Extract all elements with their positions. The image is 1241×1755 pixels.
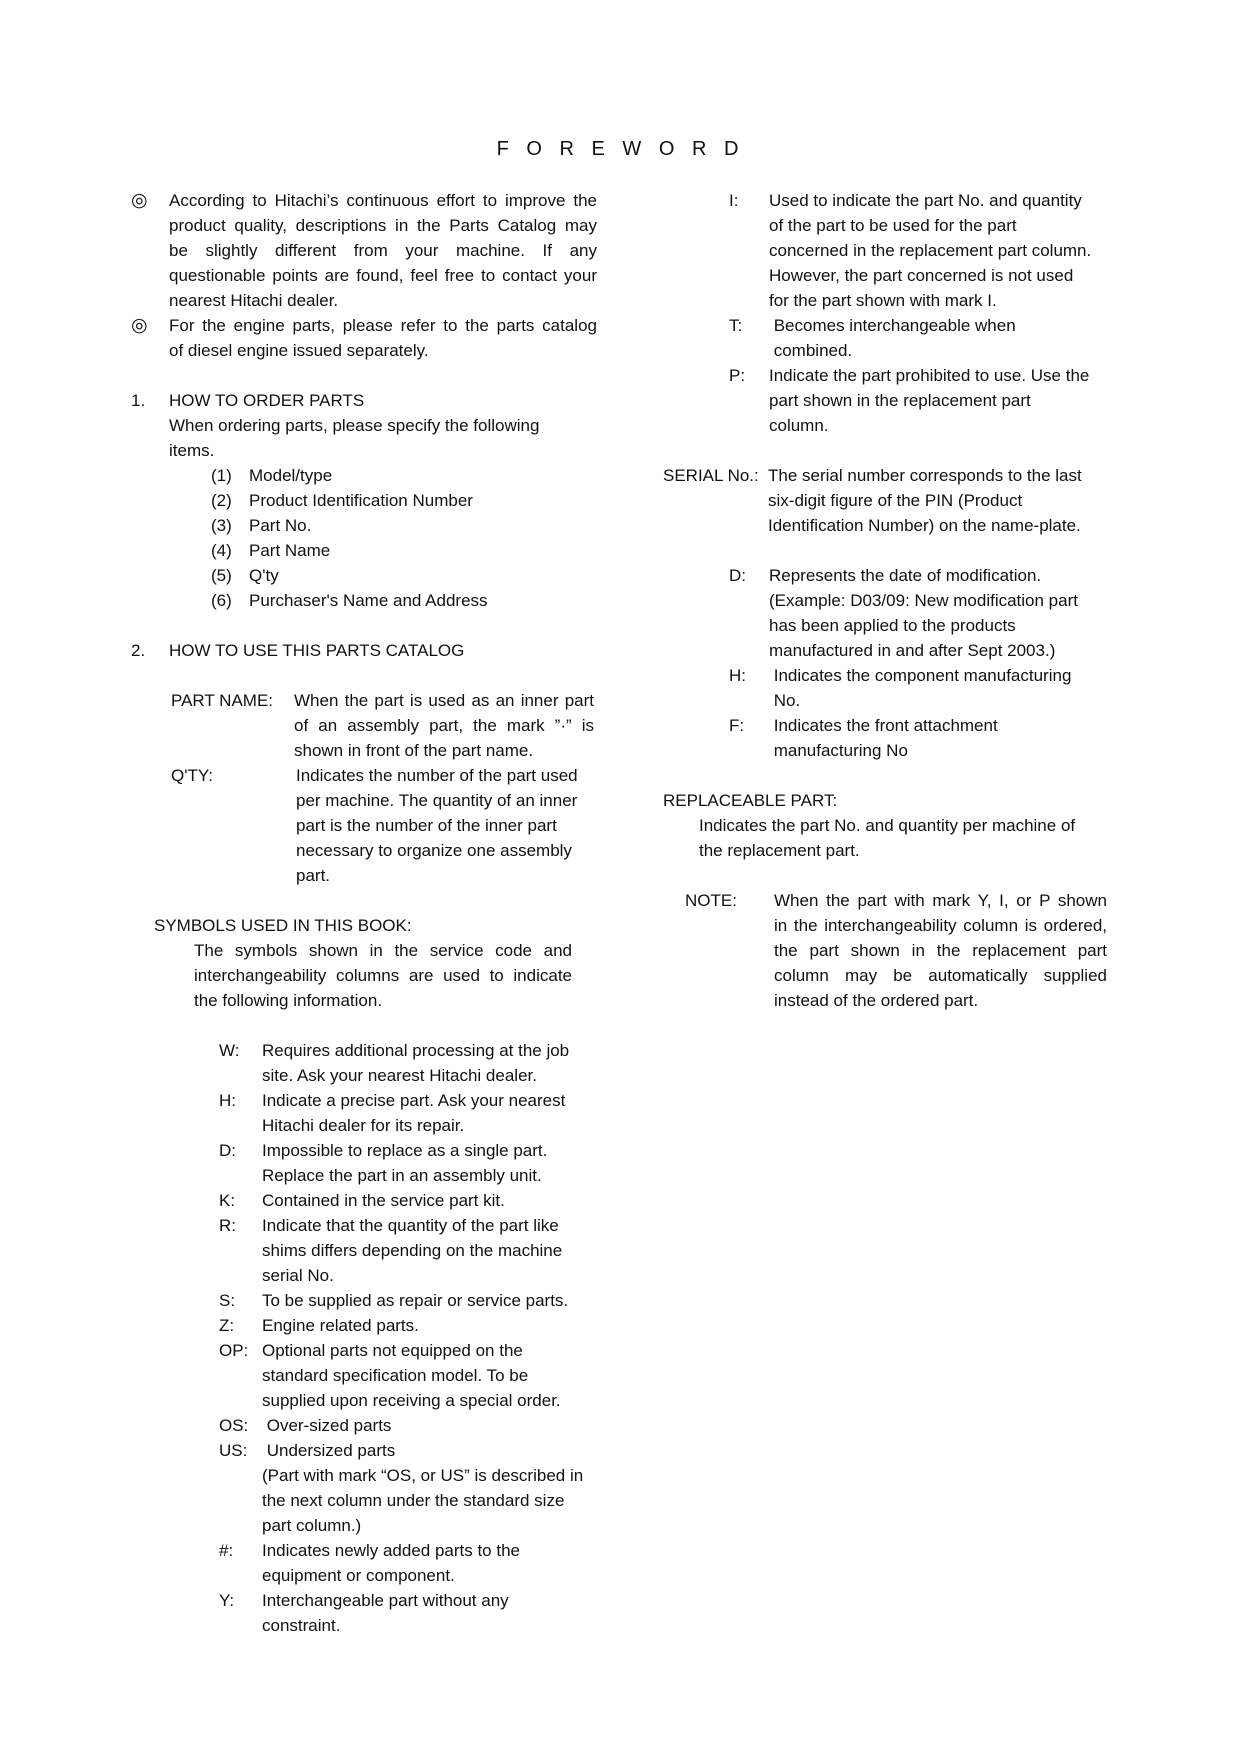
- symbol-item-hash: #: Indicates newly added parts to the equipment or component.: [219, 1541, 520, 1585]
- section-2-number: 2.: [131, 641, 146, 660]
- list-item: (2) Product Identification Number: [211, 491, 473, 510]
- symbol-item-k: K: Contained in the service part kit.: [219, 1191, 505, 1210]
- symbol-item-s: S: To be supplied as repair or service parts.: [219, 1291, 569, 1310]
- note-description: When the part with mark Y, I, or P shown in the interchangeability column is ordered, the part shown in the replacement part column may be automatically supplied instead of the ordered part.: [774, 891, 1107, 1010]
- intro-paragraph-1: According to Hitachi’s continuous effort to improve the product quality, descriptions in the Parts Catalog may be slightly different from your machine. If any questionable points are found, feel free to contact your nearest Hitachi dealer.: [169, 191, 597, 310]
- symbol-item-i: I: Used to indicate the part No. and quantity of the part to be used for the part concerned in the replacement part column. However, the part concerned is not used for the part shown with mark I.: [729, 191, 1092, 310]
- symbol-item-f: F: Indicates the front attachment manufacturing No: [729, 716, 998, 760]
- serial-no-label: SERIAL No.:: [663, 466, 759, 485]
- serial-no-description: The serial number corresponds to the last six-digit figure of the PIN (Product Identification Number) on the name-plate.: [768, 466, 1082, 535]
- bullet-mark-icon: ◎: [131, 315, 148, 336]
- bullet-mark-icon: ◎: [131, 190, 148, 211]
- list-item: (5) Q'ty: [211, 566, 279, 585]
- section-1-text: When ordering parts, please specify the following items.: [169, 416, 540, 460]
- symbol-item-p: P: Indicate the part prohibited to use. Use the part shown in the replacement part column.: [729, 366, 1090, 435]
- symbols-list: [219, 1038, 619, 1638]
- part-name-description: When the part is used as an inner part of an assembly part, the mark ”·” is shown in front of the part name.: [294, 691, 594, 760]
- symbol-item-r: R: Indicate that the quantity of the part like shims differs depending on the machine serial No.: [219, 1216, 563, 1285]
- list-item: (1) Model/type: [211, 466, 333, 485]
- intro-paragraph-2: For the engine parts, please refer to the parts catalog of diesel engine issued separately.: [169, 316, 597, 360]
- symbol-item-os: OS: Over-sized parts: [219, 1416, 392, 1435]
- list-item: (4) Part Name: [211, 541, 331, 560]
- note-label: NOTE:: [685, 891, 737, 910]
- symbols-heading: SYMBOLS USED IN THIS BOOK:: [154, 916, 412, 935]
- section-1-number: 1.: [131, 391, 146, 410]
- right-symbols-list: [729, 188, 1149, 448]
- part-name-label: PART NAME:: [171, 691, 274, 710]
- page-title: F O R E W O R D: [496, 138, 745, 160]
- replaceable-part-description: Indicates the part No. and quantity per machine of the replacement part.: [699, 816, 1076, 860]
- symbol-item-y: Y: Interchangeable part without any constraint.: [219, 1591, 509, 1635]
- symbol-item-us: US: Undersized parts (Part with mark “OS, or US” is described in the next column under the standard size part column.): [219, 1441, 584, 1535]
- symbols-intro: The symbols shown in the service code and interchangeability columns are used to indicate the following information.: [194, 941, 572, 1010]
- symbol-item-h: H: Indicate a precise part. Ask your nearest Hitachi dealer for its repair.: [219, 1091, 566, 1135]
- symbol-item-d-date: D: Represents the date of modification. (Example: D03/09: New modification part has been applied to the products manufactured in and after Sept 2003.): [729, 566, 1078, 660]
- symbol-item-w: W: Requires additional processing at the job site. Ask your nearest Hitachi dealer.: [219, 1041, 570, 1085]
- symbol-item-h-component: H: Indicates the component manufacturing No.: [729, 666, 1072, 710]
- right-symbols-list-2: [729, 563, 1149, 763]
- replaceable-part-heading: REPLACEABLE PART:: [663, 791, 838, 810]
- symbol-item-op: OP: Optional parts not equipped on the standard specification model. To be supplied upon receiving a special order.: [219, 1341, 561, 1410]
- symbol-item-z: Z: Engine related parts.: [219, 1316, 419, 1335]
- list-item: (6) Purchaser's Name and Address: [211, 591, 488, 610]
- section-1-heading: HOW TO ORDER PARTS: [169, 391, 365, 410]
- symbol-item-d: D: Impossible to replace as a single part. Replace the part in an assembly unit.: [219, 1141, 548, 1185]
- qty-description: Indicates the number of the part used per machine. The quantity of an inner part is the number of the inner part necessary to organize one assembly part.: [296, 766, 578, 885]
- section-2-heading: HOW TO USE THIS PARTS CATALOG: [169, 641, 465, 660]
- symbol-item-t: T: Becomes interchangeable when combined.: [729, 316, 1016, 360]
- list-item: (3) Part No.: [211, 516, 312, 535]
- qty-label: Q'TY:: [171, 766, 213, 785]
